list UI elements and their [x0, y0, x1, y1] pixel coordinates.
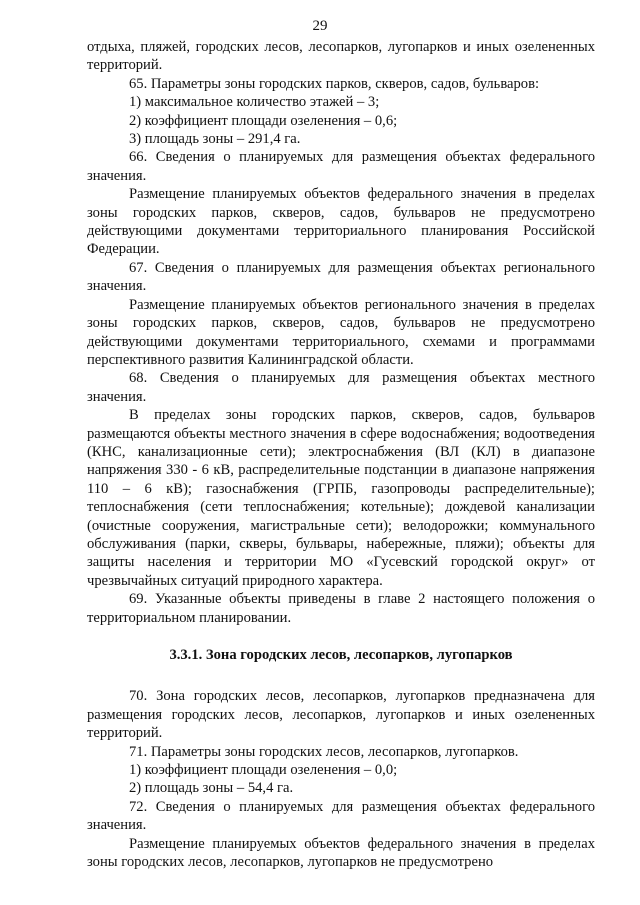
list-item: 1) максимальное количество этажей – 3; — [129, 94, 380, 111]
paragraph: Размещение планируемых объектов регионального значения в пределах зоны городских парков, скверов, садов, бульваров не предусмотрено действующими документами территориального, схемами и программами перспективного развития Калининградской области. — [87, 296, 595, 368]
paragraph-item-66: 66. Сведения о планируемых для размещения объектах федерального значения. — [87, 149, 595, 184]
paragraph-item-65: 65. Параметры зоны городских парков, скверов, садов, бульваров: — [129, 75, 540, 92]
paragraph-item-70: 70. Зона городских лесов, лесопарков, лугопарков предназначена для размещения городских лесов, лесопарков, лугопарков и иных озелененных территорий. — [87, 688, 595, 742]
list-item: 2) коэффициент площади озеленения – 0,6; — [129, 112, 398, 129]
page-number: 29 — [312, 18, 328, 34]
paragraph-continuation: отдыха, пляжей, городских лесов, лесопарков, лугопарков и иных озелененных территорий. — [87, 39, 595, 74]
paragraph-item-69: 69. Указанные объекты приведены в главе 2 настоящего положения о территориальном планировании. — [87, 591, 595, 626]
paragraph-item-71: 71. Параметры зоны городских лесов, лесопарков, лугопарков. — [129, 743, 519, 760]
paragraph-item-67: 67. Сведения о планируемых для размещения объектах регионального значения. — [87, 259, 595, 295]
list-item: 3) площадь зоны – 291,4 га. — [129, 131, 301, 148]
paragraph: Размещение планируемых объектов федерального значения в пределах зоны городских парков, скверов, садов, бульваров не предусмотрено действующими документами территориального планирования Российской Федерации. — [87, 186, 595, 258]
paragraph-item-72: 72. Сведения о планируемых для размещения объектах федерального значения. — [87, 798, 595, 834]
list-item: 2) площадь зоны – 54,4 га. — [129, 780, 294, 797]
paragraph: В пределах зоны городских парков, скверов, садов, бульваров размещаются объекты местного значения в сфере водоснабжения; водоотведения (КНС, канализационные сети); электроснабжения (ВЛ (КЛ) в диапазоне напряжения 330 - 6 кВ, распределительные подстанции в диапазоне напряжения 110 – 6 кВ); газоснабжения (ГРПБ, газопроводы распределительные); теплоснабжения (сети теплоснабжения; котельные); дождевой канализации (очистные сооружения, магистральные сети); велодорожки; коммунального обслуживания (парки, скверы, бульвары, набережные, пляжи); объекты для защиты населения и территории МО «Гусевский городской округ» от чрезвычайных ситуаций природного характера. — [87, 407, 595, 589]
list-item: 1) коэффициент площади озеленения – 0,0; — [129, 762, 398, 779]
paragraph: Размещение планируемых объектов федерального значения в пределах зоны городских лесов, лесопарков, лугопарков не предусмотрено — [87, 835, 595, 871]
section-heading — [87, 646, 595, 664]
section-heading-text: 3.3.1. Зона городских лесов, лесопарков, лугопарков — [169, 647, 513, 663]
paragraph-item-68: 68. Сведения о планируемых для размещения объектах местного значения. — [87, 370, 595, 405]
document-body — [87, 38, 595, 871]
